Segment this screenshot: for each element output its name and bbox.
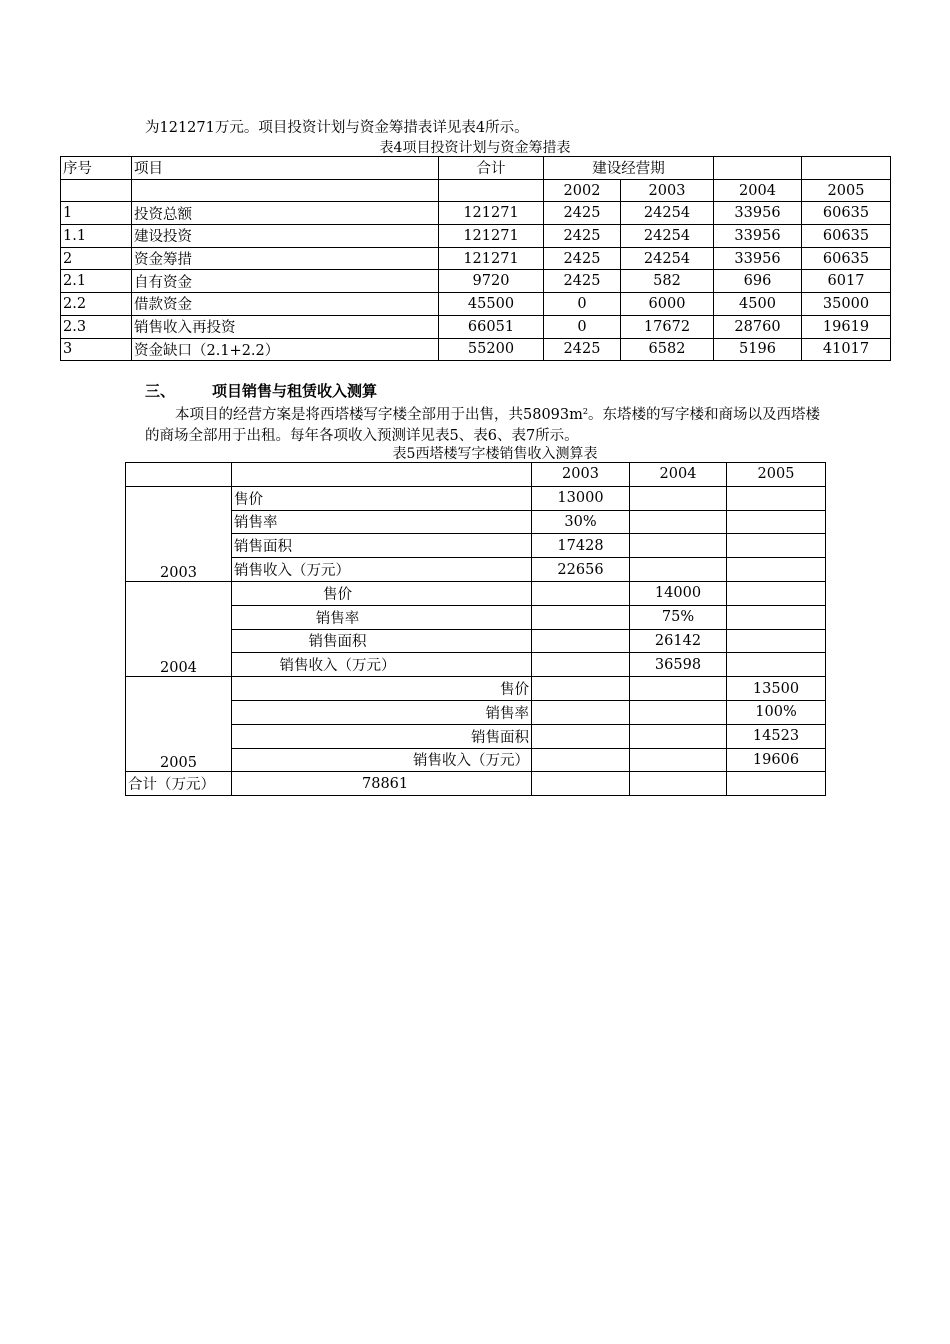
section-paragraph <box>145 401 825 447</box>
value-cell: 0 <box>544 315 621 338</box>
value-cell <box>630 724 727 748</box>
value-cell: 5196 <box>714 338 802 361</box>
empty-cell <box>439 179 544 202</box>
sales-revenue-table <box>125 462 826 796</box>
metric-label: 销售面积 <box>232 629 532 653</box>
metric-label: 售价 <box>232 486 532 510</box>
table-row <box>61 293 891 316</box>
table-year-row <box>61 179 891 202</box>
value-cell <box>630 558 727 582</box>
year-group-cell: 2004 <box>126 581 232 676</box>
value-cell: 2425 <box>544 202 621 225</box>
value-cell <box>727 605 826 629</box>
table-header-row <box>61 157 891 180</box>
seq-cell: 3 <box>61 338 132 361</box>
value-cell <box>727 629 826 653</box>
value-cell <box>532 700 630 724</box>
total-cell: 121271 <box>439 225 544 248</box>
value-cell <box>727 581 826 605</box>
section-title: 项目销售与租赁收入测算 <box>212 382 378 400</box>
header-seq: 序号 <box>61 157 132 180</box>
value-cell: 6000 <box>621 293 714 316</box>
table-row <box>61 270 891 293</box>
value-cell: 100% <box>727 700 826 724</box>
value-cell: 33956 <box>714 202 802 225</box>
value-cell <box>630 677 727 701</box>
seq-cell: 2.2 <box>61 293 132 316</box>
total-value: 78861 <box>232 772 532 796</box>
metric-label: 销售面积 <box>232 534 532 558</box>
value-cell: 2425 <box>544 338 621 361</box>
intro-paragraph: 为121271万元。项目投资计划与资金筹措表详见表4所示。 <box>145 120 529 136</box>
item-cell: 自有资金 <box>132 270 439 293</box>
metric-label: 销售率 <box>232 605 532 629</box>
value-cell: 2425 <box>544 225 621 248</box>
value-cell <box>727 510 826 534</box>
paragraph-text: 。东塔楼的写字楼和商场以及西塔楼的商场全部用于出租。每年各项收入预测详见表5、表6、表7所示。 <box>145 407 820 444</box>
value-cell: 14000 <box>630 581 727 605</box>
value-cell: 13500 <box>727 677 826 701</box>
paragraph-text: 本项目的经营方案是将西塔楼写字楼全部用于出售，共58093m <box>175 407 583 423</box>
value-cell <box>532 677 630 701</box>
total-cell: 9720 <box>439 270 544 293</box>
empty-cell <box>630 772 727 796</box>
item-cell: 借款资金 <box>132 293 439 316</box>
seq-cell: 2 <box>61 247 132 270</box>
value-cell: 19606 <box>727 748 826 772</box>
section-heading <box>145 380 377 401</box>
value-cell: 60635 <box>802 225 891 248</box>
item-cell: 销售收入再投资 <box>132 315 439 338</box>
value-cell: 26142 <box>630 629 727 653</box>
value-cell: 4500 <box>714 293 802 316</box>
empty-cell <box>126 463 232 487</box>
year-group-cell: 2003 <box>126 486 232 581</box>
value-cell <box>532 724 630 748</box>
seq-cell: 1.1 <box>61 225 132 248</box>
value-cell <box>727 486 826 510</box>
seq-cell: 2.1 <box>61 270 132 293</box>
value-cell <box>727 558 826 582</box>
value-cell <box>630 700 727 724</box>
value-cell <box>532 748 630 772</box>
item-cell: 建设投资 <box>132 225 439 248</box>
value-cell: 14523 <box>727 724 826 748</box>
year-cell: 2005 <box>727 463 826 487</box>
value-cell: 75% <box>630 605 727 629</box>
value-cell: 6582 <box>621 338 714 361</box>
empty-cell <box>232 463 532 487</box>
value-cell: 60635 <box>802 247 891 270</box>
empty-cell <box>132 179 439 202</box>
metric-label: 销售收入（万元） <box>232 653 532 677</box>
investment-plan-table <box>60 156 891 361</box>
value-cell <box>630 534 727 558</box>
empty-cell <box>532 772 630 796</box>
value-cell: 22656 <box>532 558 630 582</box>
value-cell: 17672 <box>621 315 714 338</box>
value-cell: 24254 <box>621 225 714 248</box>
metric-label: 售价 <box>232 581 532 605</box>
value-cell: 17428 <box>532 534 630 558</box>
value-cell <box>630 486 727 510</box>
metric-label: 销售率 <box>232 510 532 534</box>
item-cell: 资金筹措 <box>132 247 439 270</box>
year-group-cell: 2005 <box>126 677 232 772</box>
value-cell <box>532 653 630 677</box>
seq-cell: 1 <box>61 202 132 225</box>
table-row <box>61 202 891 225</box>
item-cell: 资金缺口（2.1+2.2） <box>132 338 439 361</box>
value-cell: 60635 <box>802 202 891 225</box>
table-row <box>61 338 891 361</box>
year-cell: 2005 <box>802 179 891 202</box>
total-label: 合计（万元） <box>126 772 232 796</box>
value-cell: 6017 <box>802 270 891 293</box>
value-cell <box>727 653 826 677</box>
year-cell: 2004 <box>630 463 727 487</box>
header-total: 合计 <box>439 157 544 180</box>
value-cell <box>532 629 630 653</box>
metric-label: 销售率 <box>232 700 532 724</box>
table-row <box>126 486 826 510</box>
value-cell: 24254 <box>621 247 714 270</box>
total-cell: 121271 <box>439 247 544 270</box>
metric-label: 销售收入（万元） <box>232 748 532 772</box>
section-number: 三、 <box>145 382 176 400</box>
value-cell: 2425 <box>544 247 621 270</box>
total-cell: 45500 <box>439 293 544 316</box>
value-cell <box>630 748 727 772</box>
empty-cell <box>61 179 132 202</box>
unit-superscript: 2 <box>582 407 588 416</box>
value-cell: 24254 <box>621 202 714 225</box>
table-row <box>61 247 891 270</box>
header-item: 项目 <box>132 157 439 180</box>
header-empty <box>714 157 802 180</box>
value-cell: 28760 <box>714 315 802 338</box>
value-cell: 582 <box>621 270 714 293</box>
table4-caption: 表4项目投资计划与资金筹措表 <box>379 140 571 156</box>
value-cell: 19619 <box>802 315 891 338</box>
value-cell: 35000 <box>802 293 891 316</box>
value-cell: 41017 <box>802 338 891 361</box>
table5-caption: 表5西塔楼写字楼销售收入测算表 <box>392 446 598 462</box>
total-cell: 121271 <box>439 202 544 225</box>
value-cell: 2425 <box>544 270 621 293</box>
empty-cell <box>727 772 826 796</box>
total-row <box>126 772 826 796</box>
value-cell: 13000 <box>532 486 630 510</box>
value-cell <box>532 605 630 629</box>
table-row <box>126 581 826 605</box>
table-row <box>126 677 826 701</box>
year-cell: 2003 <box>532 463 630 487</box>
value-cell: 33956 <box>714 247 802 270</box>
total-cell: 55200 <box>439 338 544 361</box>
metric-label: 销售收入（万元） <box>232 558 532 582</box>
value-cell <box>630 510 727 534</box>
value-cell: 696 <box>714 270 802 293</box>
year-cell: 2003 <box>621 179 714 202</box>
value-cell <box>727 534 826 558</box>
table-row <box>61 315 891 338</box>
header-empty <box>802 157 891 180</box>
table-header-row <box>126 463 826 487</box>
metric-label: 售价 <box>232 677 532 701</box>
total-cell: 66051 <box>439 315 544 338</box>
year-cell: 2002 <box>544 179 621 202</box>
header-period: 建设经营期 <box>544 157 714 180</box>
value-cell: 30% <box>532 510 630 534</box>
seq-cell: 2.3 <box>61 315 132 338</box>
item-cell: 投资总额 <box>132 202 439 225</box>
value-cell: 33956 <box>714 225 802 248</box>
metric-label: 销售面积 <box>232 724 532 748</box>
value-cell: 36598 <box>630 653 727 677</box>
value-cell: 0 <box>544 293 621 316</box>
table-row <box>61 225 891 248</box>
value-cell <box>532 581 630 605</box>
year-cell: 2004 <box>714 179 802 202</box>
